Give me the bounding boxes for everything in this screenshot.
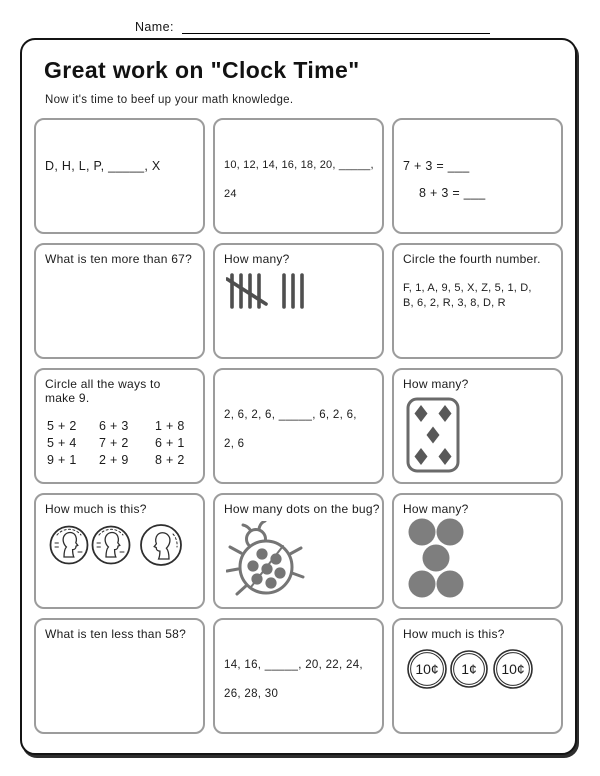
problem-box-addition [392, 118, 563, 234]
tally-marks-icon [226, 271, 314, 311]
coin-pictures-prompt: How much is this? [45, 502, 147, 516]
penny-coin-icon [93, 527, 130, 564]
problem-box-ten-less [34, 618, 205, 734]
sum-option: 5 + 4 [47, 436, 77, 450]
sum-option: 6 + 1 [155, 436, 185, 450]
skip-counting-line2: 24 [224, 188, 237, 200]
sum-option: 6 + 3 [99, 419, 129, 433]
make-nine-prompt: Circle all the ways to make 9. [45, 377, 161, 405]
problem-box-gray-dots [392, 493, 563, 609]
sum-option: 2 + 9 [99, 453, 129, 467]
diamond-card-prompt: How many? [403, 377, 469, 391]
name-blank-line [182, 20, 490, 34]
ladybug-prompt: How many dots on the bug? [224, 502, 380, 516]
problem-box-make-nine [34, 368, 205, 484]
coin-value-label: 10¢ [415, 661, 439, 677]
nickel-coin-icon [141, 525, 181, 565]
ten-less-prompt: What is ten less than 58? [45, 627, 186, 641]
problem-box-circle-fourth [392, 243, 563, 359]
addition-line1: 7 + 3 = ___ [403, 159, 470, 173]
page-subtitle: Now it's time to beef up your math knowledge. [45, 94, 294, 106]
make-nine-sums [47, 419, 194, 467]
problem-box-coin-pictures [34, 493, 205, 609]
letter-sequence-text: D, H, L, P, _____, X [45, 159, 161, 173]
coin-value-label: 10¢ [501, 661, 525, 677]
problem-box-skip-counting [213, 118, 384, 234]
name-label: Name: [135, 20, 174, 34]
problem-box-coin-values [392, 618, 563, 734]
gray-dots-prompt: How many? [403, 502, 469, 516]
coins-row-icon [47, 521, 187, 569]
circle-fourth-seq-line1: F, 1, A, 9, 5, X, Z, 5, 1, D, [403, 282, 532, 294]
problem-box-ten-more [34, 243, 205, 359]
problem-box-ladybug [213, 493, 384, 609]
pattern-line1: 2, 6, 2, 6, _____, 6, 2, 6, [224, 409, 357, 421]
value-coins-icon [405, 646, 537, 692]
tally-prompt: How many? [224, 252, 290, 266]
problem-box-letter-sequence [34, 118, 205, 234]
coin-values-prompt: How much is this? [403, 627, 505, 641]
sum-option: 7 + 2 [99, 436, 129, 450]
circle-fourth-prompt: Circle the fourth number. [403, 252, 541, 266]
sum-option: 8 + 2 [155, 453, 185, 467]
skip-counting-line1: 10, 12, 14, 16, 18, 20, _____, [224, 159, 374, 171]
name-field [135, 20, 490, 34]
problem-box-skip-counting-2 [213, 618, 384, 734]
skip-counting-2-line2: 26, 28, 30 [224, 688, 279, 700]
ten-more-prompt: What is ten more than 67? [45, 252, 192, 266]
sum-option: 9 + 1 [47, 453, 77, 467]
dots-icon [405, 518, 467, 600]
problem-box-diamond-card [392, 368, 563, 484]
sum-option: 1 + 8 [155, 419, 185, 433]
sum-option: 5 + 2 [47, 419, 77, 433]
problem-box-pattern [213, 368, 384, 484]
ladybug-icon [226, 521, 306, 605]
addition-line2: 8 + 3 = ___ [419, 186, 486, 200]
pattern-line2: 2, 6 [224, 438, 245, 450]
penny-coin-icon [51, 527, 88, 564]
page-title: Great work on "Clock Time" [44, 57, 360, 83]
coin-value-label: 1¢ [461, 661, 477, 677]
skip-counting-2-line1: 14, 16, _____, 20, 22, 24, [224, 659, 363, 671]
problem-grid [34, 118, 563, 734]
diamond-card-icon [405, 396, 461, 474]
circle-fourth-seq-line2: B, 6, 2, R, 3, 8, D, R [403, 297, 506, 309]
problem-box-tally [213, 243, 384, 359]
worksheet-sheet [20, 38, 577, 755]
